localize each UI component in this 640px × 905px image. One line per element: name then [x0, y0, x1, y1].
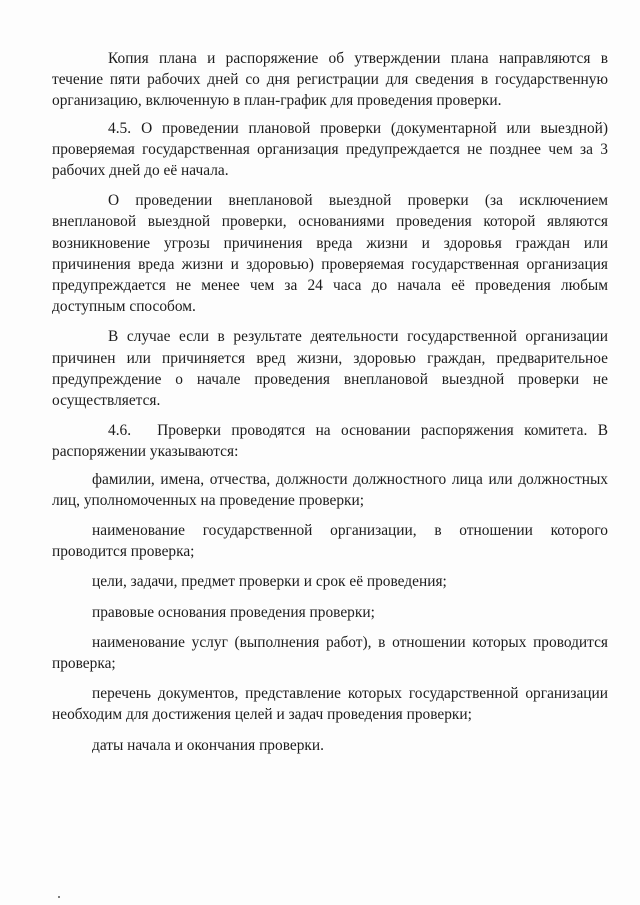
paragraph-text: В случае если в результате деятельности государственной организации причинен или причиняется вред жизни, здоровью граждан, предварительное предупреждение о начале проведения внеплановой выездной проверки не осуществляется. — [52, 328, 608, 410]
paragraph-harm-case — [52, 326, 608, 411]
list-item: правовые основания проведения проверки; — [92, 603, 375, 621]
section-number: 4.6. — [108, 422, 132, 440]
paragraph-text: Проверки проводятся на основании распоряжения комитета. В распоряжении указываются: — [52, 422, 608, 461]
list-item: наименование государственной организации, в отношении которого проводится проверка; — [52, 522, 608, 561]
paragraph-text: Копия плана и распоряжение об утверждении плана направляются в течение пяти рабочих дней со дня регистрации для сведения в государственную организацию, включенную в план-график для проведения проверки. — [52, 50, 608, 110]
scan-speck — [58, 896, 60, 898]
paragraph-4-5 — [52, 118, 608, 182]
list-item: фамилии, имена, отчества, должности должностного лица или должностных лиц, уполномоченных на проведение проверки; — [52, 470, 608, 509]
paragraph-4-6 — [52, 420, 608, 462]
section-number: 4.5. — [108, 119, 132, 137]
paragraph-unscheduled-inspection — [52, 190, 608, 317]
document-body — [52, 48, 608, 756]
list-item: даты начала и окончания проверки. — [92, 736, 324, 754]
list-item: перечень документов, представление которых государственной организации необходим для достижения целей и задач проведения проверки; — [52, 685, 608, 724]
list-item: цели, задачи, предмет проверки и срок её проведения; — [92, 573, 447, 591]
paragraph-plan-copy — [52, 48, 608, 112]
paragraph-text: О проведении плановой проверки (документарной или выездной) проверяемая государственная организация предупреждается не позднее чем за 3 рабочих дней до её начала. — [52, 119, 608, 180]
paragraph-text: О проведении внеплановой выездной проверки (за исключением внеплановой выездной проверки, основаниями проведения которой являются возникновение угрозы причинения вреда жизни и здоровья граждан или причинения вреда жизни и здоровью) проверяемая государственная организация предупреждается не менее чем за 24 часа до начала её проведения любым доступным способом. — [52, 192, 608, 316]
list-item: наименование услуг (выполнения работ), в отношении которых проводится проверка; — [52, 633, 608, 673]
